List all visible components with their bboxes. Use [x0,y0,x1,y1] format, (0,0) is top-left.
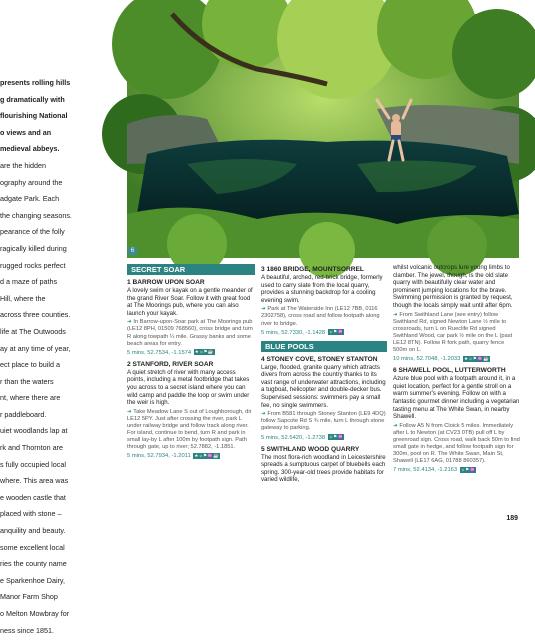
facility-icons: ☼⚑♒ [328,433,344,439]
entry-title: 5 SWITHLAND WOOD QUARRY [261,445,360,453]
page-number: 189 [506,515,518,522]
quarry-photo [127,14,519,258]
left-text-line: nt, where there are [0,393,61,403]
column-1-entries [127,279,255,460]
column-3-entries [393,367,520,474]
entry-directions [393,423,520,466]
time-text: 5 mins, 52.7534, -1.1574 [127,349,192,356]
entry-directions [261,306,387,327]
left-text-line: presents rolling hills [0,78,71,87]
column-3 [393,264,520,478]
left-text-line: Manor Farm Shop [0,592,58,602]
arrow-icon: ➜ [261,411,268,418]
left-text-line: ness since 1851. [0,625,54,635]
left-text-line: placed with stone – [0,509,62,519]
directions-text: Take Meadow Lane S out of Loughborough, dir LE12 5PY. Just after crossing the river, park L under railway bridge and follow track along river. For island, continue to bend, turn R and park in small lay-by L after 100m by footpath sign. Path through gate, up to river; 52.7882, -1.1851. [127,408,252,451]
entry-title: 4 STONEY COVE, STONEY STANTON [261,355,378,363]
entry-description: A lovely swim or kayak on a gentle meander of the grand River Soar. Follow it with great food at The Moorings pub, where you can also launch your kayak. [127,287,253,317]
time-text: 7 mins, 52.4134, -1.2163 [393,467,458,474]
entry-title: 3 1860 BRIDGE, MOUNTSORREL [261,266,364,273]
entry-description: Azure blue pool with a footpath around it, in a quiet location, perfect for a gentle stroll on a warm summer's evening. Follow on with a fantastic gourmet dinner including a vegetarian tasting menu at The White Swan, in nearby Shawell. [393,375,520,421]
left-text-line: rugged rocks perfect [0,260,66,270]
entry-time [261,434,387,442]
entry-directions [393,312,520,355]
arrow-icon: ➜ [393,311,398,318]
left-text-line: anquility and beauty. [0,526,66,536]
entry-directions [127,409,255,452]
left-text-line: some excellent local [0,542,65,552]
column-2 [261,264,387,484]
time-text: 10 mins, 52.7048, -1.2033 [393,356,461,363]
entry-directions [127,319,255,347]
left-text-line: adgate Park. Each [0,194,60,204]
quarry-swimmer-illustration [127,14,519,258]
left-text-line: ography around the [0,177,63,187]
column-1 [127,264,255,464]
facility-icons: ☼⚑♒ [460,466,476,472]
directions-text: From B581 through Stoney Stanton (LE9 4DQ) follow Sapcote Rd S ¾ mile, turn L through stone gateway to parking. [261,411,386,432]
left-text-line: across three counties. [0,310,71,320]
entry-title: 2 STANFORD, RIVER SOAR [127,360,214,368]
left-text-line: are the hidden [0,160,46,170]
left-text-line: ragically killed during [0,243,67,253]
arrow-icon: ➜ [261,306,268,313]
section-heading-blue-pools: BLUE POOLS [261,341,387,352]
time-text: 5 mins, 52.7934, -1.2011 [127,453,191,460]
directions-text: Park at The Waterside Inn (LE12 7BB, 0116 2302758), cross road and follow footpath along river to bridge. [261,306,380,327]
entry-time [393,355,520,363]
photo-number-badge: 6 [127,246,138,256]
left-text-line: ries the county name [0,559,67,569]
directions-text: From Swithland Lane (see entry) follow Swithland Rd, signed Newton Lane ½ mile to crossroads, turn L on Rueclife Rd signed Swithland Wood, car park ½ mile on the L (past LE12 8TN). Follow R fork path, quarry fence 500m on L. [393,311,513,354]
arrow-icon: ➜ [127,408,134,415]
left-text-line: medieval abbeys. [0,144,60,154]
facility-icons: ★☼⚑☕ [194,349,214,355]
left-text-line: where. This area was [0,476,69,486]
entry-description: A quiet stretch of river with many access points, including a metal footbridge that takes you across to a secret island where you can wild camp and paddle the loop or swim under the weir is high. [127,368,250,407]
entry-description: Large, flooded, granite quarry which attracts divers from across the country thanks to its vast range of underwater attractions, including a tugboat, helicopter and double-decker bus. Supervised sessions: swimmers pay a small fee, no single swimmers. [261,363,386,409]
entry-description: The most flora-rich woodland in Leicestershire spreads a sumptuous carpet of bluebells each spring. 300-year-old trees provide habitats for varied wildlife, [261,453,386,484]
entry-time [261,329,387,337]
left-page-text [0,78,78,642]
entry-title: 1 BARROW UPON SOAR [127,279,205,286]
column-2-bottom-entries [261,356,387,484]
left-text-line: d a maze of paths [0,277,58,287]
left-text-line: e wooden castle that [0,492,66,502]
time-text: 5 mins, 52.5420, -1.2738 [261,434,326,441]
entry-time [393,466,520,474]
facility-icons: ★☼⚑♒☕ [463,355,489,361]
left-text-line: g dramatically with [0,94,65,104]
left-text-line: s fully occupied local [0,459,66,469]
left-text-line: life at The Outwoods [0,326,66,336]
time-text: 5 mins, 52.7330, -1.1428 [261,329,326,336]
left-text-line: pearance of the folly [0,227,65,237]
left-text-line: rk and Thornton are [0,443,63,453]
entry-directions [261,411,387,432]
directions-text: In Barrow-upon-Soar park at The Moorings pub (LE12 8PH, 01509 768560), cross bridge and turn R along towpath ¼ mile. Grassy banks and some beach areas for entry. [127,319,253,347]
left-text-line: the changing seasons. [0,210,72,220]
directions-text: Follow A5 N from Cloick 5 miles. Immediately after L to Newton (at CV23 0TB) pull off L by greenroad sign. Cross road, walk back 50m to find small gate in hedge, and follow footpath sign for 300m, pool on R. The White Swan, Main St, Shawell (LE17 6AG, 01788 860357). [393,422,520,465]
column-2-top-entries [261,266,387,337]
section-heading-secret-soar: SECRET SOAR [127,264,255,275]
left-text-line: r than the waters [0,376,54,386]
left-text-line: e Sparkenhoe Dairy, [0,575,65,585]
arrow-icon: ➜ [393,422,400,429]
entry-title: 6 SHAWELL POOL, LUTTERWORTH [393,367,506,375]
left-text-line: ect place to build a [0,360,60,370]
left-text-line: o Melton Mowbray for [0,609,70,618]
left-text-line: uiet woodlands lap at [0,426,68,436]
entry-description: A beautiful, arched, red-brick bridge, formerly used to carry slate from the local quarry, provides a stunning backdrop for a cooling evening swim. [261,274,383,304]
left-text-line: o views and an [0,127,52,137]
entry-time [127,349,255,357]
left-text-line: flourishing National [0,111,68,121]
facility-icons: ☼⚑♒ [328,329,344,335]
left-text-line: Hill, where the [0,293,46,303]
left-text-line: r paddleboard. [0,409,47,419]
left-text-line: ay at any time of year, [0,343,71,353]
entry-time [127,452,255,460]
facility-icons: ★☼⚑♒☕ [194,452,220,458]
arrow-icon: ➜ [127,319,134,326]
entry-continuation-text: whilst volcanic outcrops lure young limbs to clamber. The jewel, though, is the old slate quarry with beautifully clear water and prominent jumping locations for the brave. Swimming permission is granted by request, though the locals simply wait until after 6pm. [393,264,513,309]
